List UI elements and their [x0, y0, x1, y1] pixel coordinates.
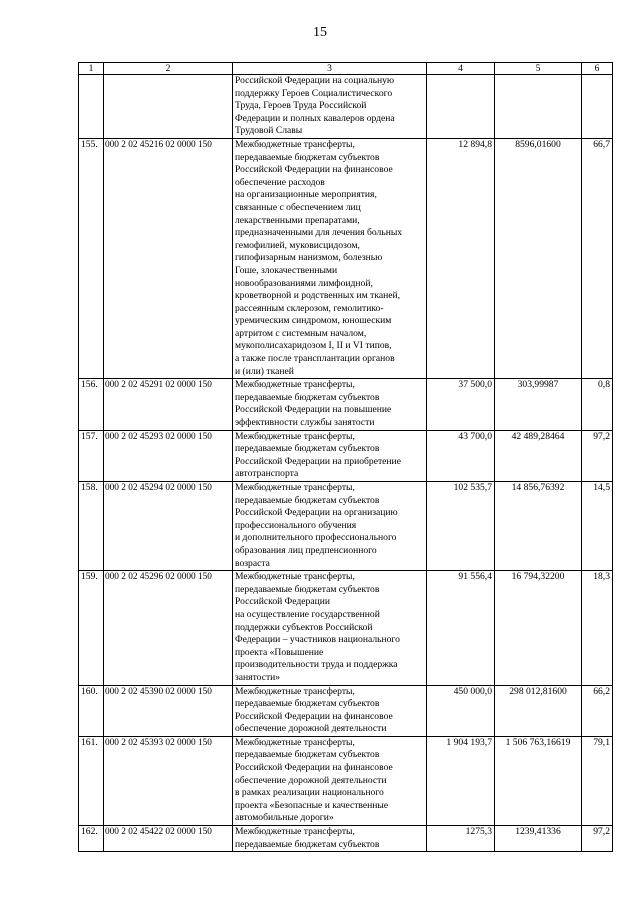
row-number: 155. [79, 138, 104, 378]
table-row [79, 379, 613, 430]
table-row [79, 736, 613, 825]
budget-code: 000 2 02 45216 02 0000 150 [104, 138, 233, 378]
row-number: 159. [79, 571, 104, 685]
budget-code [104, 75, 233, 139]
column-header-3: 3 [233, 63, 427, 75]
table-row [79, 826, 613, 852]
budget-code: 000 2 02 45393 02 0000 150 [104, 736, 233, 825]
execution-percent: 0,8 [582, 379, 613, 430]
plan-amount: 1 904 193,7 [427, 736, 495, 825]
execution-percent: 18,3 [582, 571, 613, 685]
plan-amount: 91 556,4 [427, 571, 495, 685]
table-row [79, 430, 613, 481]
row-description: Межбюджетные трансферты, передаваемые бюджетам субъектов Российской Федерации на финансовое обеспечение расходов на организационные мероприятия, связанные с обеспечением лиц лекарственными препаратами, предназначенными для лечения больных гемофилией, муковисцидозом, гипофизарным нанизмом, болезнью Гоше, злокачественными новообразованиями лимфоидной, кроветворной и родственных им тканей, рассеянным склерозом, гемолитико- уремическим синдромом, юношеским артритом с системным началом, мукополисахаридозом I, II и VI типов, а также после трансплантации органов и (или) тканей [233, 138, 427, 378]
row-description: Межбюджетные трансферты, передаваемые бюджетам субъектов Российской Федерации на осуществление государственной поддержки субъектов Российской Федерации – участников национального проекта «Повышение производительности труда и поддержка занятости» [233, 571, 427, 685]
plan-amount: 1275,3 [427, 826, 495, 852]
table-row [79, 571, 613, 685]
actual-amount: 298 012,81600 [495, 685, 582, 736]
column-header-4: 4 [427, 63, 495, 75]
execution-percent: 66,2 [582, 685, 613, 736]
budget-table [78, 62, 613, 852]
actual-amount: 8596,01600 [495, 138, 582, 378]
actual-amount: 16 794,32200 [495, 571, 582, 685]
execution-percent [582, 75, 613, 139]
row-number: 157. [79, 430, 104, 481]
budget-code: 000 2 02 45390 02 0000 150 [104, 685, 233, 736]
row-description: Межбюджетные трансферты, передаваемые бюджетам субъектов Российской Федерации на повышение эффективности службы занятости [233, 379, 427, 430]
table-row [79, 138, 613, 378]
row-description: Межбюджетные трансферты, передаваемые бюджетам субъектов Российской Федерации на организацию профессионального обучения и дополнительного профессионального образования лиц предпенсионного возраста [233, 482, 427, 571]
row-number [79, 75, 104, 139]
actual-amount [495, 75, 582, 139]
row-description: Межбюджетные трансферты, передаваемые бюджетам субъектов Российской Федерации на финансовое обеспечение дорожной деятельности в рамках реализации национального проекта «Безопасные и качественные автомобильные дороги» [233, 736, 427, 825]
actual-amount: 1 506 763,16619 [495, 736, 582, 825]
execution-percent: 79,1 [582, 736, 613, 825]
column-header-6: 6 [582, 63, 613, 75]
row-number: 156. [79, 379, 104, 430]
execution-percent: 14,5 [582, 482, 613, 571]
row-description: Межбюджетные трансферты, передаваемые бюджетам субъектов [233, 826, 427, 852]
table-row [79, 482, 613, 571]
actual-amount: 42 489,28464 [495, 430, 582, 481]
plan-amount: 450 000,0 [427, 685, 495, 736]
budget-code: 000 2 02 45294 02 0000 150 [104, 482, 233, 571]
plan-amount: 43 700,0 [427, 430, 495, 481]
plan-amount: 37 500,0 [427, 379, 495, 430]
row-number: 161. [79, 736, 104, 825]
column-header-5: 5 [495, 63, 582, 75]
row-description: Межбюджетные трансферты, передаваемые бюджетам субъектов Российской Федерации на финансовое обеспечение дорожной деятельности [233, 685, 427, 736]
budget-code: 000 2 02 45291 02 0000 150 [104, 379, 233, 430]
row-number: 160. [79, 685, 104, 736]
budget-code: 000 2 02 45296 02 0000 150 [104, 571, 233, 685]
column-header-2: 2 [104, 63, 233, 75]
table-row [79, 685, 613, 736]
execution-percent: 66,7 [582, 138, 613, 378]
actual-amount: 303,99987 [495, 379, 582, 430]
row-description: Российской Федерации на социальную поддержку Героев Социалистического Труда, Героев Труда Российской Федерации и полных кавалеров ордена Трудовой Славы [233, 75, 427, 139]
table-row [79, 75, 613, 139]
table-header-row [79, 63, 613, 75]
column-header-1: 1 [79, 63, 104, 75]
plan-amount: 12 894,8 [427, 138, 495, 378]
plan-amount: 102 535,7 [427, 482, 495, 571]
row-number: 158. [79, 482, 104, 571]
execution-percent: 97,2 [582, 826, 613, 852]
page-number: 15 [313, 25, 327, 40]
budget-code: 000 2 02 45293 02 0000 150 [104, 430, 233, 481]
budget-code: 000 2 02 45422 02 0000 150 [104, 826, 233, 852]
actual-amount: 14 856,76392 [495, 482, 582, 571]
actual-amount: 1239,41336 [495, 826, 582, 852]
execution-percent: 97,2 [582, 430, 613, 481]
row-description: Межбюджетные трансферты, передаваемые бюджетам субъектов Российской Федерации на приобретение автотранспорта [233, 430, 427, 481]
plan-amount [427, 75, 495, 139]
row-number: 162. [79, 826, 104, 852]
